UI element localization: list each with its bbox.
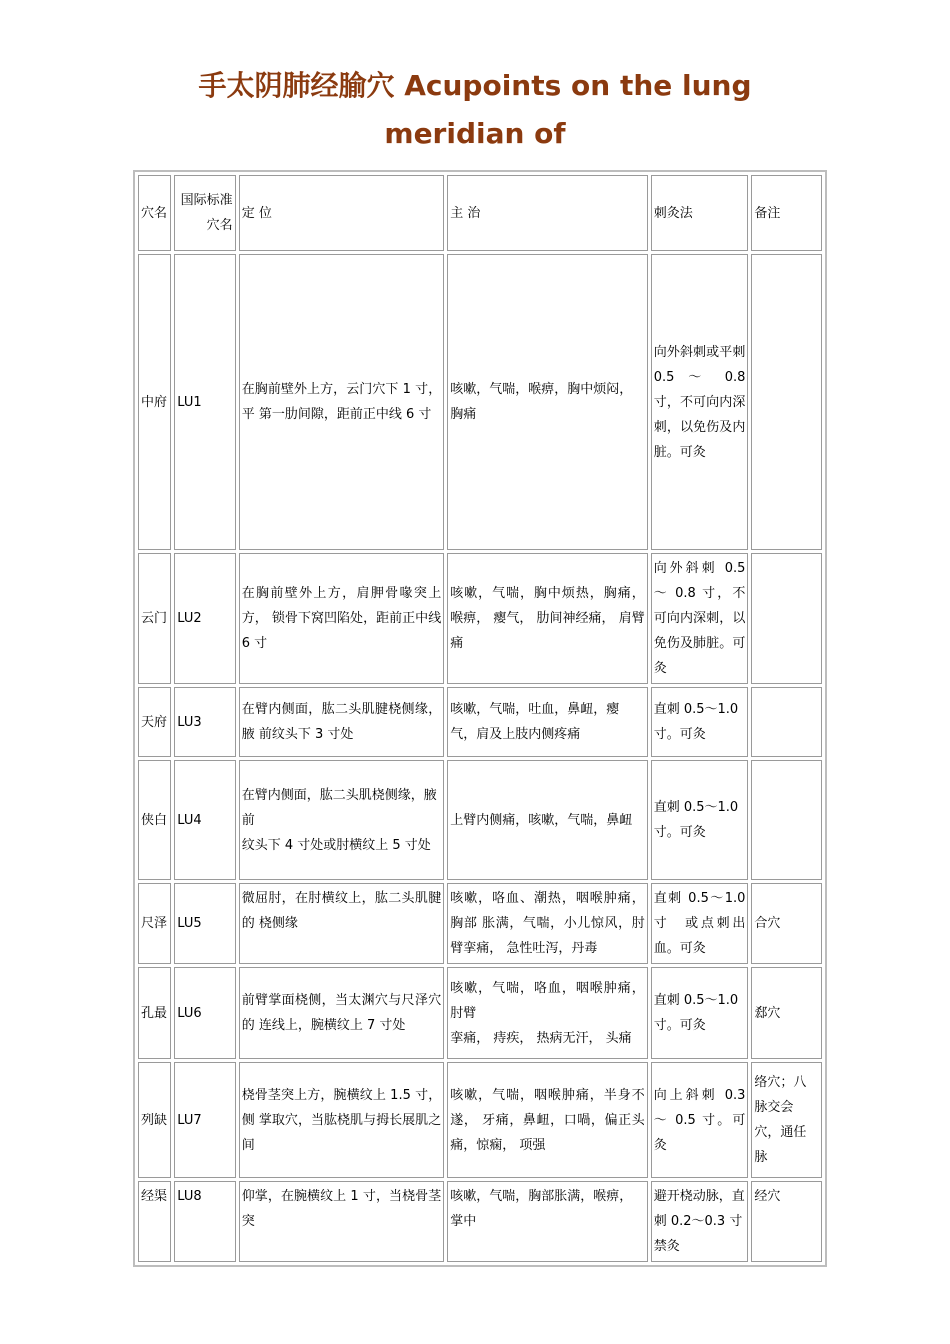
cell-indication: 咳嗽，咯血、潮热，咽喉肿痛，胸部 胀满，气喘，小儿惊风，肘臂挛痛， 急性吐泻，丹毒 xyxy=(447,883,647,964)
cell-code: LU8 xyxy=(174,1181,235,1262)
cell-location: 在臂内侧面，肱二头肌腱桡侧缘，腋 前纹头下 3 寸处 xyxy=(239,687,445,757)
cell-name: 天府 xyxy=(138,687,171,757)
cell-note xyxy=(751,760,822,880)
cell-code: LU2 xyxy=(174,553,235,684)
cell-note xyxy=(751,553,822,684)
cell-location: 微屈肘，在肘横纹上，肱二头肌腱的 桡侧缘 xyxy=(239,883,445,964)
cell-name: 侠白 xyxy=(138,760,171,880)
cell-name: 云门 xyxy=(138,553,171,684)
header-method: 刺灸法 xyxy=(651,175,749,251)
table-header-row xyxy=(138,175,822,251)
cell-note xyxy=(751,687,822,757)
cell-location: 前臂掌面桡侧，当太渊穴与尺泽穴的 连线上，腕横纹上 7 寸处 xyxy=(239,967,445,1059)
header-name: 穴名 xyxy=(138,175,171,251)
cell-indication: 咳嗽，气喘，吐血，鼻衄，瘿气，肩及上肢内侧疼痛 xyxy=(447,687,647,757)
page-title-line-1: 手太阴肺经腧穴 Acupoints on the lung xyxy=(198,69,752,102)
cell-indication: 咳嗽，气喘，胸中烦热，胸痛，喉痹， 瘿气， 肋间神经痛， 肩臂痛 xyxy=(447,553,647,684)
header-code: 国际标准穴名 xyxy=(174,175,235,251)
page-title-line-2: meridian of xyxy=(384,117,566,150)
table-row xyxy=(138,553,822,684)
cell-method: 向外斜刺 0.5 ～ 0.8 寸，不可向内深刺，以免伤及肺脏。可灸 xyxy=(651,553,749,684)
cell-indication: 咳嗽，气喘，胸部胀满，喉痹，掌中 xyxy=(447,1181,647,1262)
cell-method: 直刺 0.5～1.0 寸 或点刺出血。可灸 xyxy=(651,883,749,964)
cell-indication: 咳嗽，气喘，咯血，咽喉肿痛，肘臂 挛痛， 痔疾， 热病无汗， 头痛 xyxy=(447,967,647,1059)
cell-note: 经穴 xyxy=(751,1181,822,1262)
header-location: 定 位 xyxy=(239,175,445,251)
cell-code: LU4 xyxy=(174,760,235,880)
cell-indication: 咳嗽，气喘，喉痹，胸中烦闷，胸痛 xyxy=(447,254,647,550)
cell-method: 向上斜刺 0.3 ～ 0.5 寸。可灸 xyxy=(651,1062,749,1178)
cell-indication: 上臂内侧痛，咳嗽，气喘，鼻衄 xyxy=(447,760,647,880)
table-row xyxy=(138,1181,822,1262)
table-row xyxy=(138,254,822,550)
cell-name: 中府 xyxy=(138,254,171,550)
cell-method: 向外斜刺或平刺 0.5 ～ 0.8 寸，不可向内深刺，以免伤及内脏。可灸 xyxy=(651,254,749,550)
header-indication: 主 治 xyxy=(447,175,647,251)
header-note: 备注 xyxy=(751,175,822,251)
cell-method: 避开桡动脉，直刺 0.2～0.3 寸禁灸 xyxy=(651,1181,749,1262)
cell-name: 经渠 xyxy=(138,1181,171,1262)
cell-code: LU3 xyxy=(174,687,235,757)
table-row xyxy=(138,1062,822,1178)
cell-code: LU1 xyxy=(174,254,235,550)
acupoint-table xyxy=(133,170,827,1267)
cell-name: 孔最 xyxy=(138,967,171,1059)
table-row xyxy=(138,883,822,964)
cell-code: LU5 xyxy=(174,883,235,964)
cell-note: 郄穴 xyxy=(751,967,822,1059)
cell-location: 桡骨茎突上方，腕横纹上 1.5 寸，侧 掌取穴，当肱桡肌与拇长展肌之间 xyxy=(239,1062,445,1178)
cell-location: 在胸前壁外上方，肩胛骨喙突上方， 锁骨下窝凹陷处，距前正中线 6 寸 xyxy=(239,553,445,684)
cell-location: 在胸前壁外上方，云门穴下 1 寸，平 第一肋间隙，距前正中线 6 寸 xyxy=(239,254,445,550)
cell-code: LU7 xyxy=(174,1062,235,1178)
cell-method: 直刺 0.5～1.0 寸。可灸 xyxy=(651,967,749,1059)
table-row xyxy=(138,967,822,1059)
table-row xyxy=(138,760,822,880)
cell-indication: 咳嗽，气喘，咽喉肿痛，半身不遂， 牙痛，鼻衄，口喎，偏正头痛，惊痫， 项强 xyxy=(447,1062,647,1178)
cell-code: LU6 xyxy=(174,967,235,1059)
cell-location: 在臂内侧面，肱二头肌桡侧缘，腋前 纹头下 4 寸处或肘横纹上 5 寸处 xyxy=(239,760,445,880)
table-row xyxy=(138,687,822,757)
cell-name: 尺泽 xyxy=(138,883,171,964)
cell-note: 合穴 xyxy=(751,883,822,964)
cell-note xyxy=(751,254,822,550)
cell-name: 列缺 xyxy=(138,1062,171,1178)
cell-method: 直刺 0.5～1.0 寸。可灸 xyxy=(651,687,749,757)
cell-note: 络穴；八脉交会穴，通任脉 xyxy=(751,1062,822,1178)
cell-location: 仰掌，在腕横纹上 1 寸，当桡骨茎突 xyxy=(239,1181,445,1262)
cell-method: 直刺 0.5～1.0 寸。可灸 xyxy=(651,760,749,880)
